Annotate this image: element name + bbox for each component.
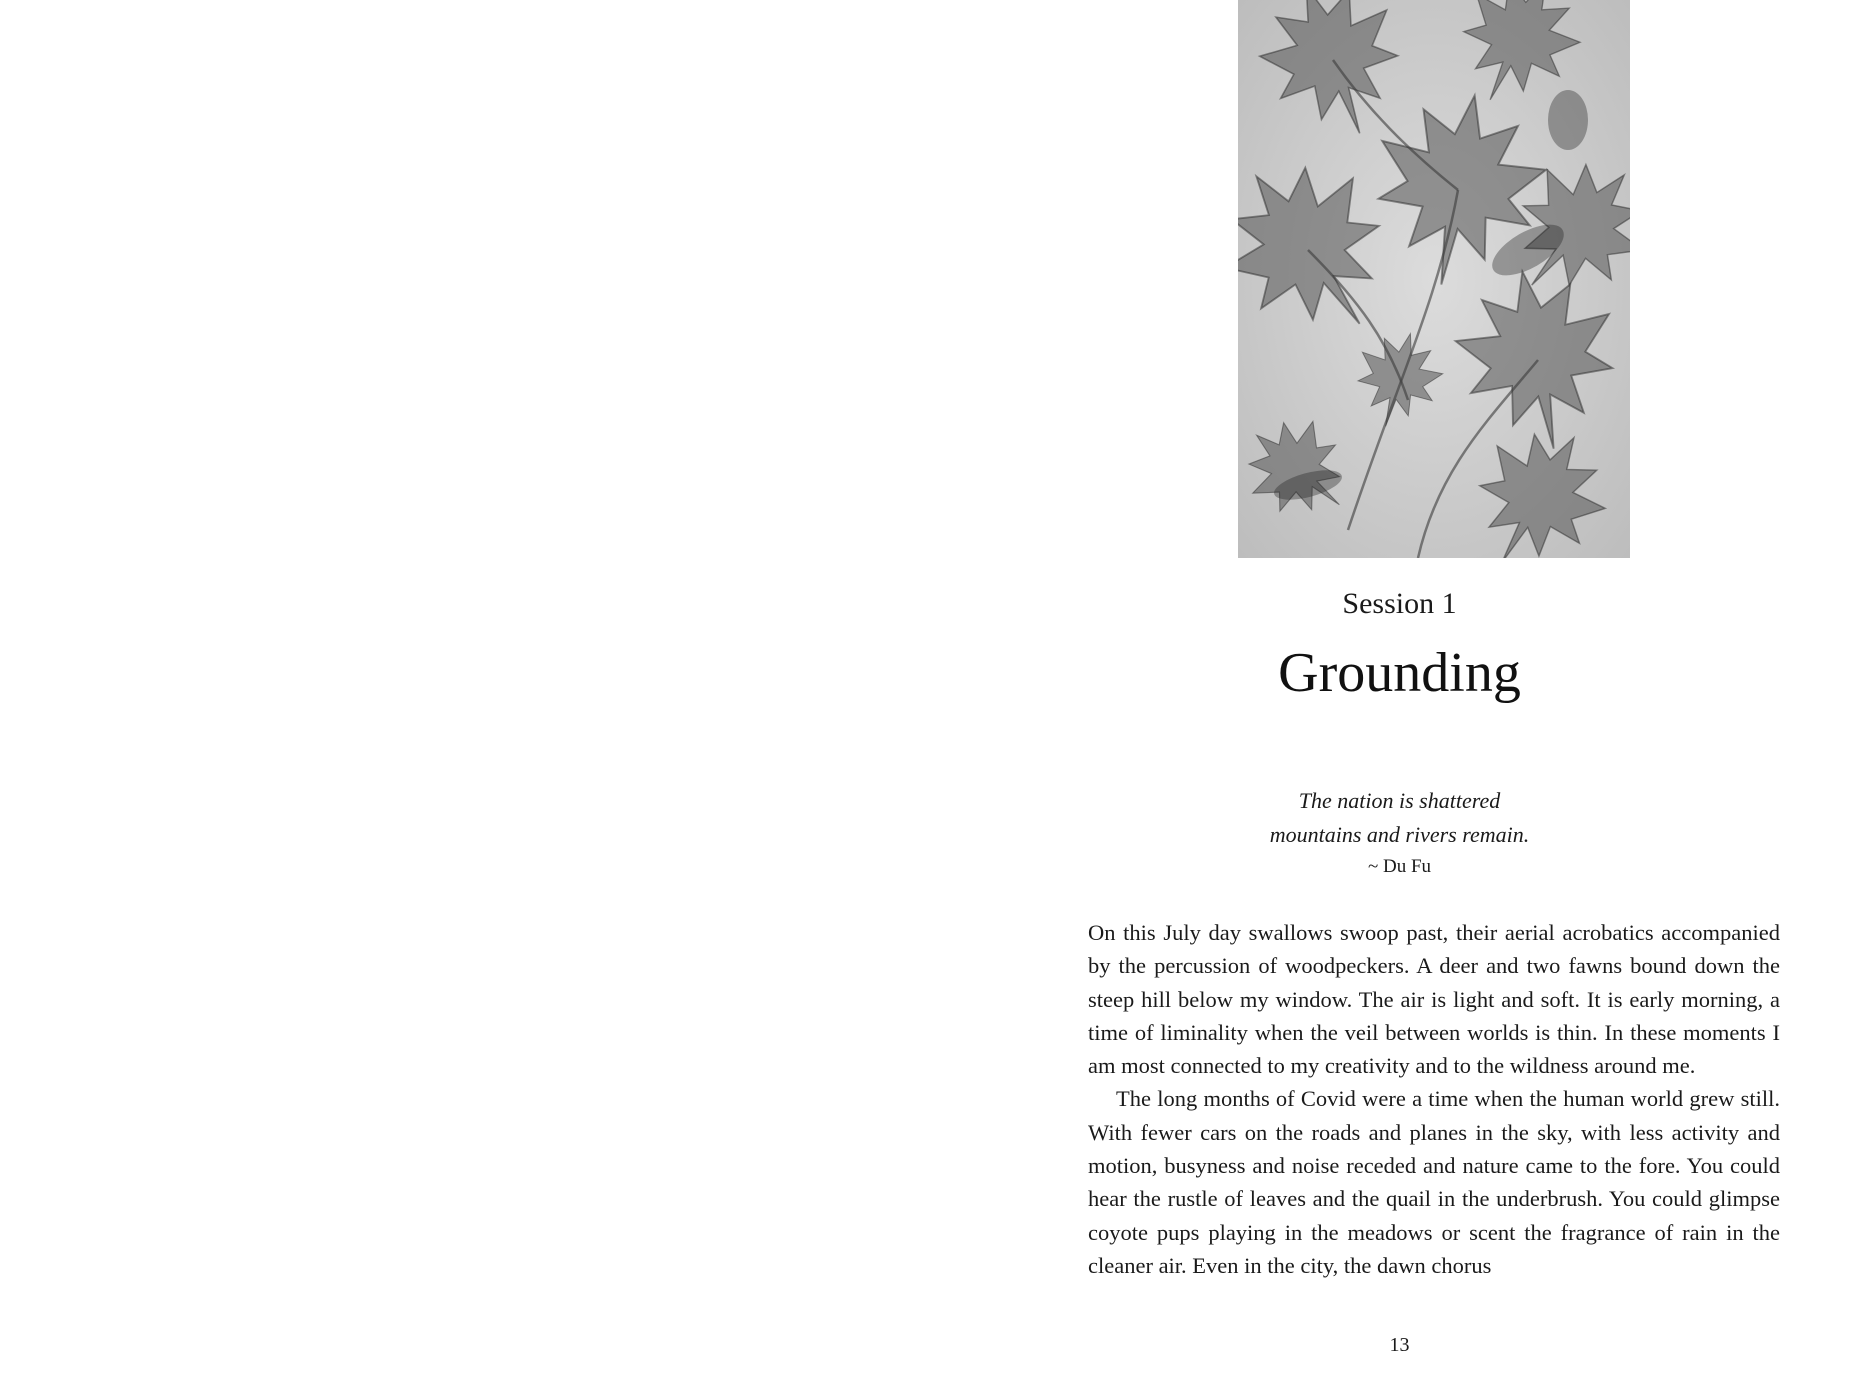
chapter-title: Grounding (1278, 642, 1521, 704)
epigraph-line: The nation is shattered (1298, 788, 1501, 813)
epigraph-line: mountains and rivers remain. (1269, 822, 1530, 847)
leaf-print-photo (1238, 0, 1630, 558)
body-paragraph: On this July day swallows swoop past, their aerial acrobatics accompanied by the percussion of woodpeckers. A deer and two fawns bound down the steep hill below my window. The air is light and soft. It is early morning, a time of liminality when the veil between worlds is thin. In these moments I am most connected to my creativity and to the wildness around me. (1088, 920, 1780, 1079)
maple-leaves-illustration (1238, 0, 1630, 558)
session-label: Session 1 (1342, 587, 1457, 620)
right-page (933, 0, 1866, 1400)
page-number: 13 (1389, 1334, 1410, 1356)
body-text (1088, 916, 1780, 1282)
body-paragraph: The long months of Covid were a time when the human world grew still. With fewer cars on the roads and planes in the sky, with less activity and motion, busyness and noise receded and nature came to the fore. You could hear the rustle of leaves and the quail in the underbrush. You could glimpse coyote pups playing in the meadows or scent the fragrance of rain in the cleaner air. Even in the city, the dawn chorus (1088, 1086, 1780, 1278)
epigraph (933, 784, 1866, 882)
epigraph-attribution: ~ Du Fu (1367, 856, 1432, 877)
